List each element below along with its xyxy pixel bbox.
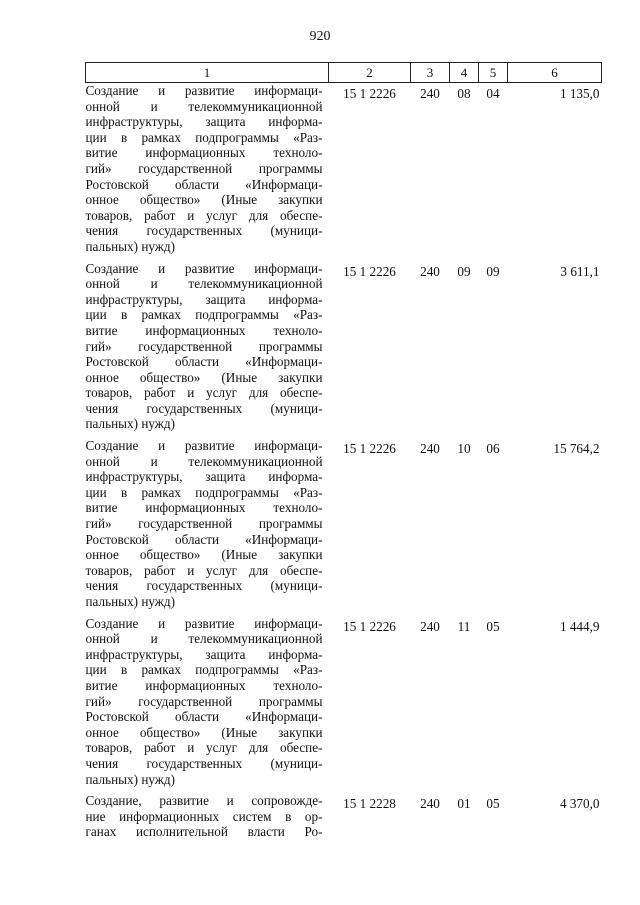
subsection-code: 09 bbox=[486, 263, 500, 279]
expense-type: 240 bbox=[420, 263, 440, 279]
description-line: Ростовской области «Информаци- bbox=[85, 354, 323, 370]
header-col-4: 4 bbox=[450, 63, 479, 83]
target-code: 15 1 2228 bbox=[343, 796, 396, 812]
expense-type: 240 bbox=[420, 796, 440, 812]
section-code: 09 bbox=[457, 263, 471, 279]
subsection-code: 06 bbox=[486, 441, 500, 457]
header-col-3: 3 bbox=[411, 63, 450, 83]
description-line: онное общество» (Иные закупки bbox=[85, 192, 323, 208]
description-line: инфраструктуры, защита информа- bbox=[85, 469, 323, 485]
expense-type: 240 bbox=[420, 618, 440, 634]
description-line: витие информационных техноло- bbox=[85, 322, 323, 338]
amount-value: 15 764,2 bbox=[553, 441, 600, 457]
description-line: пальных) нужд) bbox=[85, 416, 176, 432]
description-line: Создание и развитие информаци- bbox=[85, 615, 323, 631]
description-line: товаров, работ и услуг для обеспе- bbox=[85, 740, 323, 756]
expense-type: 240 bbox=[420, 86, 440, 101]
row-description bbox=[86, 261, 329, 439]
description-line: гий» государственной программы bbox=[85, 338, 323, 354]
section-code: 11 bbox=[457, 618, 471, 634]
row-description bbox=[86, 616, 329, 794]
description-line: онное общество» (Иные закупки bbox=[85, 369, 323, 385]
description-line: Ростовской области «Информаци- bbox=[85, 709, 323, 725]
description-line: Ростовской области «Информаци- bbox=[85, 176, 323, 192]
table-row bbox=[86, 83, 602, 261]
expense-type: 240 bbox=[420, 441, 440, 457]
section-code: 01 bbox=[457, 796, 471, 812]
description-line: ние информационных систем в ор- bbox=[85, 808, 323, 824]
amount-value: 4 370,0 bbox=[559, 796, 600, 812]
subsection-code: 05 bbox=[486, 796, 500, 812]
description-line: ции в рамках подпрограммы «Раз- bbox=[85, 129, 323, 145]
description-line: Создание, развитие и сопровожде- bbox=[85, 793, 323, 809]
page-number: 920 bbox=[309, 29, 331, 44]
header-col-2: 2 bbox=[329, 63, 411, 83]
description-line: онной и телекоммуникационной bbox=[85, 453, 323, 469]
description-line: витие информационных техноло- bbox=[85, 145, 323, 161]
description-line: чения государственных (муници- bbox=[85, 578, 323, 594]
description-line: инфраструктуры, защита информа- bbox=[85, 114, 323, 130]
description-line: онное общество» (Иные закупки bbox=[85, 547, 323, 563]
description-line: витие информационных техноло- bbox=[85, 677, 323, 693]
table-row bbox=[86, 616, 602, 794]
table-row bbox=[86, 261, 602, 439]
row-description bbox=[86, 83, 329, 261]
header-col-1: 1 bbox=[86, 63, 329, 83]
amount-value: 1 135,0 bbox=[559, 86, 600, 101]
table-body bbox=[86, 83, 602, 846]
table-header-row bbox=[86, 63, 602, 83]
description-line: Создание и развитие информаци- bbox=[85, 438, 323, 454]
description-line: чения государственных (муници- bbox=[85, 755, 323, 771]
description-line: Создание и развитие информаци- bbox=[85, 260, 323, 276]
description-line: онной и телекоммуникационной bbox=[85, 98, 323, 114]
row-description bbox=[86, 793, 329, 846]
description-line: ции в рамках подпрограммы «Раз- bbox=[85, 484, 323, 500]
description-line: онной и телекоммуникационной bbox=[85, 631, 323, 647]
target-code: 15 1 2226 bbox=[343, 86, 396, 101]
budget-table bbox=[85, 62, 602, 846]
description-line: ганах исполнительной власти Ро- bbox=[85, 824, 323, 840]
description-line: онное общество» (Иные закупки bbox=[85, 724, 323, 740]
section-code: 10 bbox=[457, 441, 471, 457]
subsection-code: 04 bbox=[486, 86, 500, 101]
description-line: онной и телекоммуникационной bbox=[85, 276, 323, 292]
description-line: ции в рамках подпрограммы «Раз- bbox=[85, 307, 323, 323]
table-row bbox=[86, 793, 602, 846]
amount-value: 3 611,1 bbox=[560, 263, 600, 279]
description-line: гий» государственной программы bbox=[85, 160, 323, 176]
description-line: гий» государственной программы bbox=[85, 516, 323, 532]
description-line: инфраструктуры, защита информа- bbox=[85, 291, 323, 307]
target-code: 15 1 2226 bbox=[343, 618, 396, 634]
description-line: Ростовской области «Информаци- bbox=[85, 531, 323, 547]
description-line: товаров, работ и услуг для обеспе- bbox=[85, 207, 323, 223]
target-code: 15 1 2226 bbox=[343, 263, 396, 279]
row-description bbox=[86, 438, 329, 616]
table-row bbox=[86, 438, 602, 616]
description-line: гий» государственной программы bbox=[85, 693, 323, 709]
header-col-6: 6 bbox=[508, 63, 602, 83]
amount-value: 1 444,9 bbox=[559, 618, 600, 634]
header-col-5: 5 bbox=[479, 63, 508, 83]
description-line: Создание и развитие информаци- bbox=[85, 83, 323, 98]
description-line: чения государственных (муници- bbox=[85, 400, 323, 416]
subsection-code: 05 bbox=[486, 618, 500, 634]
section-code: 08 bbox=[457, 86, 471, 101]
description-line: инфраструктуры, защита информа- bbox=[85, 646, 323, 662]
description-line: товаров, работ и услуг для обеспе- bbox=[85, 562, 323, 578]
description-line: ции в рамках подпрограммы «Раз- bbox=[85, 662, 323, 678]
description-line: чения государственных (муници- bbox=[85, 223, 323, 239]
description-line: товаров, работ и услуг для обеспе- bbox=[85, 385, 323, 401]
description-line: витие информационных техноло- bbox=[85, 500, 323, 516]
description-line: пальных) нужд) bbox=[85, 594, 176, 609]
description-line: пальных) нужд) bbox=[85, 771, 176, 787]
target-code: 15 1 2226 bbox=[343, 441, 396, 457]
description-line: пальных) нужд) bbox=[85, 238, 176, 254]
